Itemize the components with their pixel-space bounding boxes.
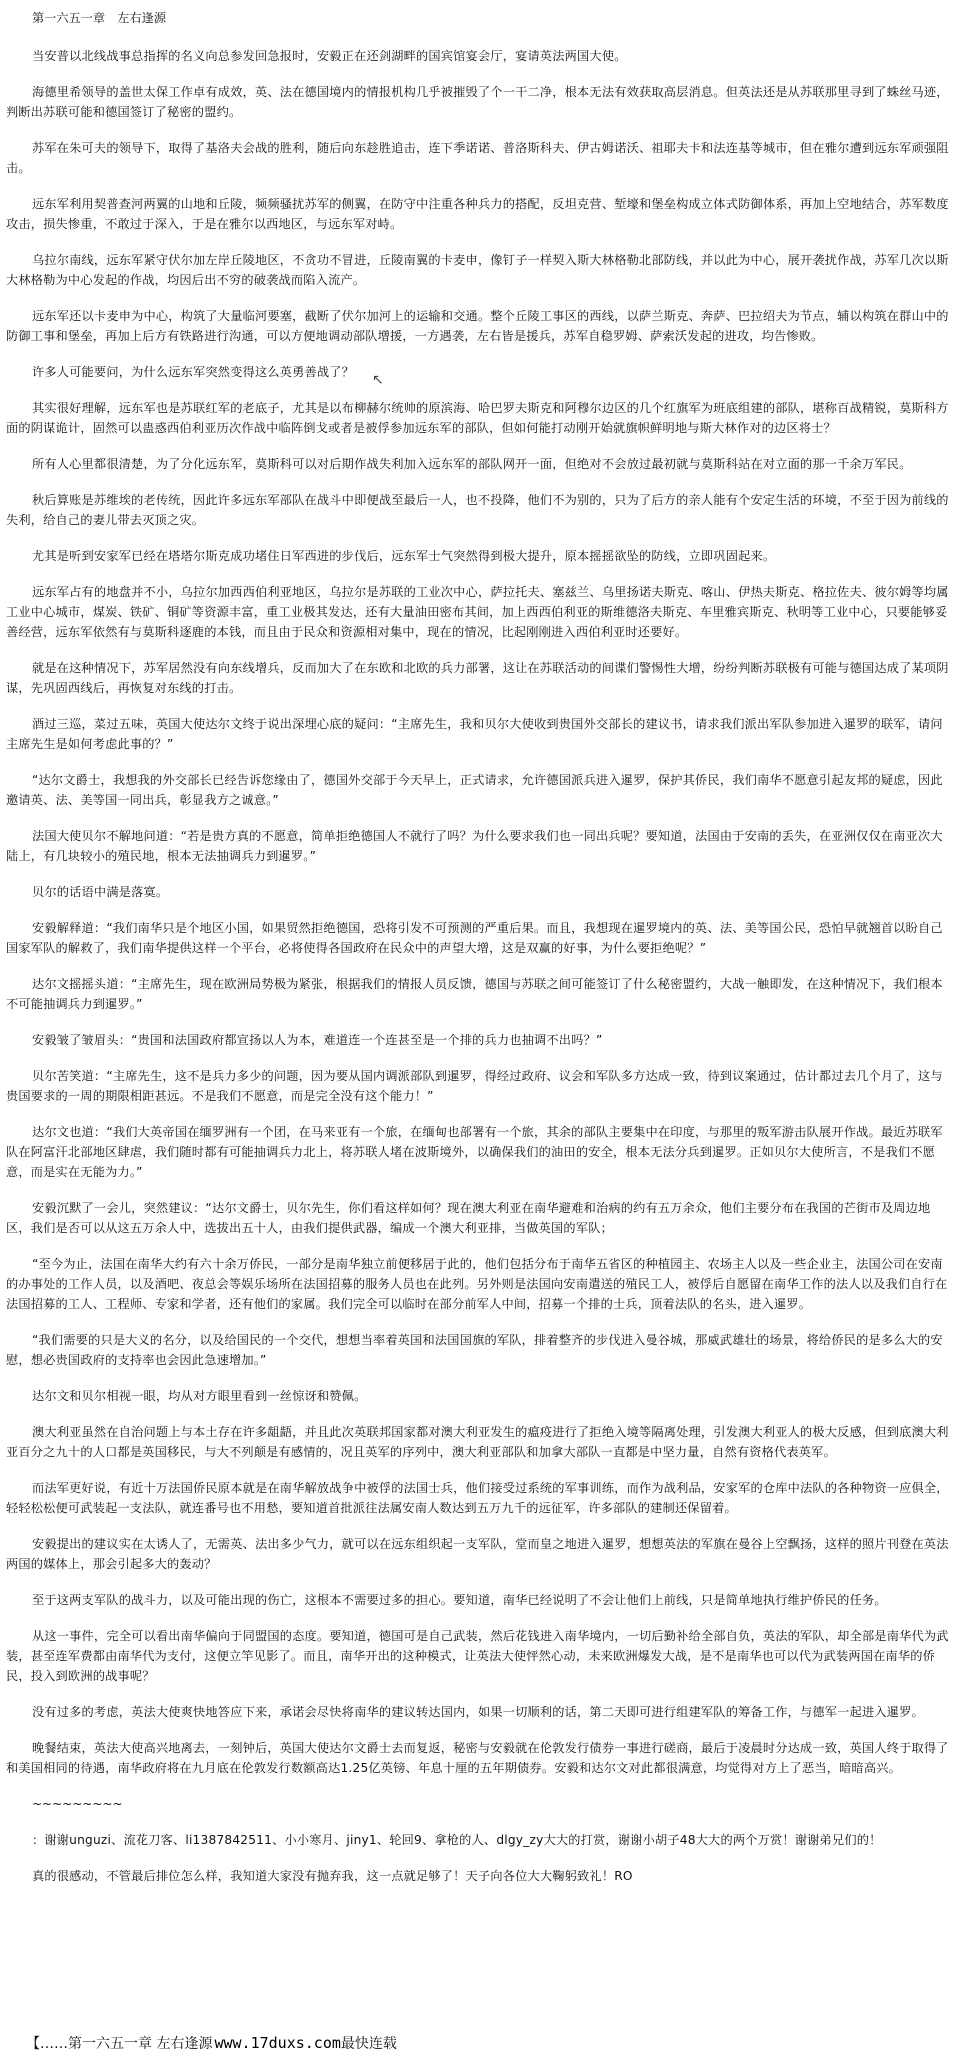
spacer [6,958,954,974]
spacer [6,866,954,882]
spacer [6,1686,954,1702]
mouse-cursor-icon: ↖ [372,372,384,388]
paragraph: 乌拉尔南线，远东军紧守伏尔加左岸丘陵地区，不贪功不冒进，丘陵南翼的卡麦申，像钉子一样契入斯大林格勒北部防线，并以此为中心，展开袭扰作战，苏军几次以斯大林格勒为中心发起的作战，均因后出不穷的破袭战而陷入流产。 [6,253,949,287]
spacer [6,346,954,362]
spacer [6,438,954,454]
paragraph: 而法军更好说，有近十万法国侨民原本就是在南华解放战争中被俘的法国士兵，他们接受过系统的军事训练，而作为战利品，安家军的仓库中法队的各种物资一应俱全，轻轻松松便可武装起一支法队，就连番号也不用愁，要知道首批派往法属安南人数达到五万九千的远征军，许多部队的建制还保留着。 [6,1481,949,1515]
spacer [6,290,954,306]
paragraph: 达尔文摇摇头道：“主席先生，现在欧洲局势极为紧张，根据我们的情报人员反馈，德国与苏联之间可能签订了什么秘密盟约，大战一触即发，在这种情况下，我们根本不可能抽调兵力到暹罗。” [6,977,943,1011]
paragraph: “达尔文爵士，我想我的外交部长已经告诉您缘由了，德国外交部于今天早上，正式请求，允许德国派兵进入暹罗，保护其侨民，我们南华不愿意引起友邦的疑虑，因此邀请英、法、美等国一同出兵，彰显我方之诚意。” [6,773,943,807]
spacer [6,1518,954,1534]
paragraph: 晚餐结束，英法大使高兴地离去，一刻钟后，英国大使达尔文爵士去而复返，秘密与安毅就在伦敦发行债券一事进行磋商，最后于凌晨时分达成一致，英国人终于取得了和美国相同的待遇，南华政府将在九月底在伦敦发行数额高达1.25亿英镑、年息十厘的五年期债券。安毅和达尔文对此都很满意，均觉得对方上了恶当，暗暗高兴。 [6,1741,949,1775]
spacer [6,530,954,546]
spacer [6,1778,954,1794]
paragraph: 达尔文也道：“我们大英帝国在缅罗洲有一个团，在马来亚有一个旅，在缅甸也部署有一个旅，其余的部队主要集中在印度，与那里的叛军游击队展开作战。最近苏联军队在阿富汗北部地区肆虐，我们随时都有可能抽调兵力北上，将苏联人堵在波斯境外，以确保我们的油田的安全，根本无法分兵到暹罗。正如贝尔大使所言，不是我们不愿意，而是实在无能为力。” [6,1125,943,1179]
footer-bar [0,2029,960,2057]
spacer [6,810,954,826]
spacer [6,382,954,398]
spacer [6,234,954,250]
paragraph: 从这一事件，完全可以看出南华偏向于同盟国的态度。要知道，德国可是自己武装，然后花钱进入南华境内，一切后勤补给全部自负，英法的军队，却全部是南华代为武装，甚至连军费都由南华代为支付，这便立竿见影了。而且，南华开出的这种模式，让英法大使怦然心动，未来欧洲爆发大战，是不是南华也可以代为武装两国在南华的侨民，投入到欧洲的战事呢？ [6,1629,949,1683]
paragraph: 就是在这种情况下，苏军居然没有向东线增兵，反而加大了在东欧和北欧的兵力部署，这让在苏联活动的间谍们警惕性大增，纷纷判断苏联极有可能与德国达成了某项阴谋，先巩固西线后，再恢复对东线的打击。 [6,661,949,695]
chapter-body [6,46,954,1778]
spacer [6,1238,954,1254]
paragraph: 秋后算账是苏维埃的老传统，因此许多远东军部队在战斗中即便战至最后一人，也不投降，他们不为别的，只为了后方的亲人能有个安定生活的环境，不至于因为前线的失利，给自己的妻儿带去灭顶之灾。 [6,493,949,527]
footer-suffix-text: 最快连载 [340,2036,397,2052]
spacer [6,1850,954,1866]
spacer [6,1014,954,1030]
spacer [6,1610,954,1626]
spacer [6,178,954,194]
paragraph: 许多人可能要问，为什么远东军突然变得这么英勇善战了？ [32,365,355,379]
paragraph: 海德里希领导的盖世太保工作卓有成效，英、法在德国境内的情报机构几乎被摧毁了个一干二净，根本无法有效获取高层消息。但英法还是从苏联那里寻到了蛛丝马迹，判断出苏联可能和德国签订了秘密的盟约。 [6,85,949,119]
spacer [6,1106,954,1122]
paragraph: 远东军还以卡麦申为中心，构筑了大量临河要塞，截断了伏尔加河上的运输和交通。整个丘陵工事区的西线，以萨兰斯克、奔萨、巴拉绍夫为节点，辅以构筑在群山中的防御工事和堡垒，再加上后方有铁路进行沟通，可以方便地调动部队增援，一方遇袭，左右皆是援兵，苏军自稳罗姆、萨索沃发起的进攻，均告惨败。 [6,309,949,343]
spacer [6,698,954,714]
paragraph: 当安普以北线战事总指挥的名义向总参发回急报时，安毅正在还剑湖畔的国宾馆宴会厅，宴请英法两国大使。 [32,49,627,63]
paragraph: 贝尔的话语中满是落寞。 [32,885,169,899]
paragraph: 尤其是听到安家军已经在塔塔尔斯克成功堵住日军西进的步伐后，远东军士气突然得到极大提升，原本摇摇欲坠的防线，立即巩固起来。 [32,549,776,563]
separator: ~~~~~~~~~ [32,1797,123,1811]
spacer [6,1370,954,1386]
afterword-paragraph: 真的很感动，不管最后排位怎么样，我知道大家没有抛弃我，这一点就足够了！天子向各位大大鞠躬致礼！RO [32,1869,633,1883]
spacer [6,754,954,770]
paragraph: 法国大使贝尔不解地问道：“若是贵方真的不愿意，简单拒绝德国人不就行了吗？为什么要求我们也一同出兵呢？要知道，法国由于安南的丢失，在亚洲仅仅在南亚次大陆上，有几块较小的殖民地，根本无法抽调兵力到暹罗。” [6,829,943,863]
spacer [6,1406,954,1422]
paragraph: 远东军占有的地盘并不小，乌拉尔加西西伯利亚地区，乌拉尔是苏联的工业次中心，萨拉托夫、塞兹兰、乌里扬诺夫斯克、喀山、伊热夫斯克、格拉佐夫、彼尔姆等均属工业中心城市，煤炭、铁矿、铜矿等资源丰富，重工业极其发达，还有大量油田密布其间，加上西西伯利亚的斯维德洛夫斯克、车里雅宾斯克、秋明等工业中心，只要能够妥善经营，远东军依然有与莫斯科逐鹿的本钱，而且由于民众和资源相对集中，现在的情况，比起刚刚进入西伯利亚时还要好。 [6,585,949,639]
paragraph: 所有人心里都很清楚，为了分化远东军，莫斯科可以对后期作战失利加入远东军的部队网开一面，但绝对不会放过最初就与莫斯科站在对立面的那一千余万军民。 [32,457,912,471]
paragraph: 至于这两支军队的战斗力，以及可能出现的伤亡，这根本不需要过多的担心。要知道，南华已经说明了不会让他们上前线，只是简单地执行维护侨民的任务。 [32,1593,887,1607]
paragraph: 没有过多的考虑，英法大使爽快地答应下来，承诺会尽快将南华的建议转达国内，如果一切顺利的话，第二天即可进行组建军队的筹备工作，与德军一起进入暹罗。 [32,1705,924,1719]
paragraph: 远东军利用契普查河两翼的山地和丘陵，频频骚扰苏军的侧翼，在防守中注重各种兵力的搭配，反坦克营、堑壕和堡垒构成立体式防御体系，再加上空地结合，苏军数度攻击，损失惨重，不敢过于深入，于是在雅尔以西地区，与远东军对峙。 [6,197,949,231]
paragraph: 苏军在朱可夫的领导下，取得了基洛夫会战的胜利，随后向东趁胜追击，连下季诺诺、普洛斯科夫、伊古姆诺沃、祖耶夫卡和法连基等城市，但在雅尔遭到远东军顽强阻击。 [6,141,949,175]
spacer [6,1462,954,1478]
spacer [6,902,954,918]
afterword-paragraph: ：谢谢unguzi、流花刀客、li1387842511、小小寒月、jiny1、轮回9、拿枪的人、dlgy_zy大大的打赏，谢谢小胡子48大大的两个万赏！谢谢弟兄们的！ [32,1833,882,1847]
paragraph: 安毅沉默了一会儿，突然建议：“达尔文爵士，贝尔先生，你们看这样如何？现在澳大利亚在南华避难和治病的约有五万余众，他们主要分布在我国的芒街市及周边地区，我们是否可以从这五万余人中，选拔出五十人，由我们提供武器，编成一个澳大利亚排，当做英国的军队； [6,1201,931,1235]
spacer [6,1314,954,1330]
spacer [6,1182,954,1198]
chapter-title: 第一六五一章 左右逢源 [32,11,167,25]
paragraph: 达尔文和贝尔相视一眼，均从对方眼里看到一丝惊讶和赞佩。 [32,1389,367,1403]
spacer [6,66,954,82]
spacer [6,1050,954,1066]
spacer [6,1574,954,1590]
paragraph: “至今为止，法国在南华大约有六十余万侨民，一部分是南华独立前便移居于此的，他们包括分布于南华五省区的种植园主、农场主人以及一些企业主，法国公司在安南的办事处的工作人员，以及酒吧、夜总会等娱乐场所在法国招募的服务人员也在此列。另外则是法国向安南遣送的殖民工人，被俘后自愿留在南华工作的法人以及我们自行在法国招募的工人、工程师、专家和学者，还有他们的家属。我们完全可以临时在部分前军人中间，招募一个排的士兵，顶着法队的名头，进入暹罗。 [6,1257,948,1311]
spacer [6,642,954,658]
paragraph: 安毅皱了皱眉头：“贵国和法国政府都宣扬以人为本，难道连一个连甚至是一个排的兵力也抽调不出吗？” [32,1033,603,1047]
paragraph: “我们需要的只是大义的名分，以及给国民的一个交代，想想当率着英国和法国国旗的军队，排着整齐的步伐进入曼谷城，那威武雄壮的场景，将给侨民的是多么大的安慰，想必贵国政府的支持率也会因此急速增加。” [6,1333,943,1367]
paragraph: 其实很好理解，远东军也是苏联红军的老底子，尤其是以布柳赫尔统帅的原滨海、哈巴罗夫斯克和阿穆尔边区的几个红旗军为班底组建的部队，堪称百战精锐，莫斯科方面的阴谋诡计，固然可以蛊惑西伯利亚历次作战中临阵倒戈或者是被俘参加远东军的部队，但如何能打动刚开始就旗帜鲜明地与斯大林作对的边区将士？ [6,401,949,435]
footer-chapter-text: 【……第一六五一章 左右逢源 [26,2036,213,2052]
spacer [6,566,954,582]
paragraph: 贝尔苦笑道：“主席先生，这不是兵力多少的问题，因为要从国内调派部队到暹罗，得经过政府、议会和军队多方达成一致，待到议案通过，估计都过去几个月了，这与贵国要求的一周的期限相距甚远。不是我们不愿意，而是完全没有这个能力！” [6,1069,943,1103]
site-link[interactable]: www.17duxs.com [214,2034,341,2052]
spacer [6,1722,954,1738]
spacer [6,122,954,138]
paragraph: 澳大利亚虽然在自治问题上与本土存在许多龃龉，并且此次英联邦国家都对澳大利亚发生的瘟疫进行了拒绝入境等隔离处理，引发澳大利亚人的极大反感，但到底澳大利亚百分之九十的人口都是英国移民，与大不列颠是有感情的，况且英军的序列中，澳大利亚部队和加拿大部队一直都是中坚力量，自然有资格代表英军。 [6,1425,949,1459]
afterword [6,1830,954,1886]
paragraph: 安毅解释道：“我们南华只是个地区小国，如果贸然拒绝德国，恐将引发不可预测的严重后果。而且，我想现在暹罗境内的英、法、美等国公民，恐怕早就翘首以盼自己国家军队的解救了，我们南华提供这样一个平台，必将使得各国政府在民众中的声望大增，这是双赢的好事，为什么要拒绝呢？” [6,921,943,955]
paragraph: 酒过三巡，菜过五味，英国大使达尔文终于说出深埋心底的疑问：“主席先生，我和贝尔大使收到贵国外交部长的建议书，请求我们派出军队参加进入暹罗的联军，请问主席先生是如何考虑此事的？” [6,717,943,751]
paragraph: 安毅提出的建议实在太诱人了，无需英、法出多少气力，就可以在远东组织起一支军队，堂而皇之地进入暹罗，想想英法的军旗在曼谷上空飘扬，这样的照片刊登在英法两国的媒体上，那会引起多大的轰动？ [6,1537,949,1571]
spacer [6,474,954,490]
spacer [6,1814,954,1830]
